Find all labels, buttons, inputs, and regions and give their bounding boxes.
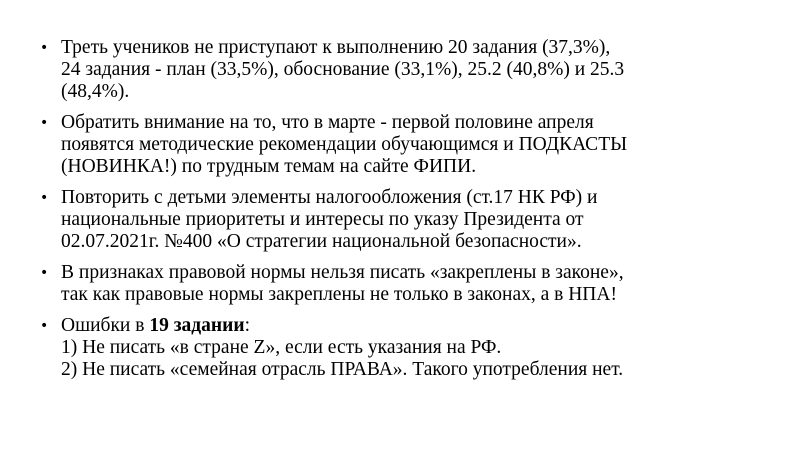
bullet-5-line-2: 2) Не писать «семейная отрасль ПРАВА». Такого употребления нет. — [61, 359, 624, 380]
bullet-1-line-1: Треть учеников не приступают к выполнению 20 задания (37,3%), — [61, 37, 611, 58]
bullet-dot-icon: • — [40, 265, 49, 281]
bullet-dot-icon: • — [40, 190, 49, 206]
bullet-item-2 — [40, 112, 755, 178]
bullet-dot-icon: • — [40, 115, 49, 131]
bullet-3-line-2: национальные приоритеты и интересы по указу Президента от — [61, 209, 584, 230]
bullet-2-line-1: Обратить внимание на то, что в марте - первой половине апреля — [61, 112, 594, 133]
bullet-3-line-1: Повторить с детьми элементы налогообложения (ст.17 НК РФ) и — [61, 187, 598, 208]
bullet-item-5 — [40, 315, 755, 381]
bullet-5-intro — [61, 315, 755, 337]
bullet-item-3 — [40, 187, 755, 253]
bullet-item-4 — [40, 262, 755, 306]
bullet-5-intro-bold: 19 задании — [149, 315, 245, 336]
bullet-list — [40, 37, 755, 390]
bullet-4-line-1: В признаках правовой нормы нельзя писать «закреплены в законе», — [61, 262, 624, 283]
bullet-item-1 — [40, 37, 755, 103]
bullet-3-line-3: 02.07.2021г. №400 «О стратегии национальной безопасности». — [61, 231, 582, 252]
bullet-5-line-1: 1) Не писать «в стране Z», если есть указания на РФ. — [61, 337, 502, 358]
bullet-dot-icon: • — [40, 318, 49, 334]
bullet-2-line-2: появятся методические рекомендации обучающимся и ПОДКАСТЫ — [61, 134, 628, 155]
bullet-dot-icon: • — [40, 40, 49, 56]
bullet-4-line-2: так как правовые нормы закреплены не только в законах, а в НПА! — [61, 284, 617, 305]
bullet-5-intro-prefix: Ошибки в — [61, 315, 150, 336]
bullet-5-intro-suffix: : — [244, 315, 251, 336]
bullet-2-line-3: (НОВИНКА!) по трудным темам на сайте ФИПИ. — [61, 156, 477, 177]
bullet-1-line-3: (48,4%). — [61, 81, 130, 102]
bullet-1-line-2: 24 задания - план (33,5%), обоснование (33,1%), 25.2 (40,8%) и 25.3 — [61, 59, 625, 80]
